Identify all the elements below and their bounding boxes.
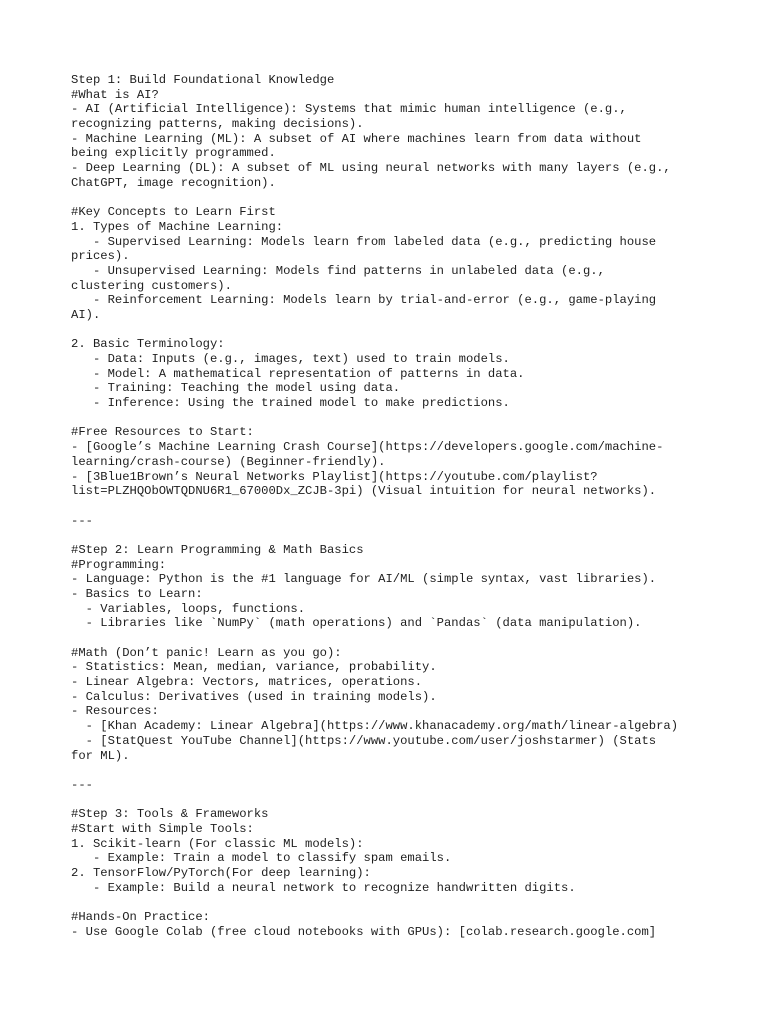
text-line: ChatGPT, image recognition). [71, 175, 276, 190]
blank-line [71, 499, 711, 514]
text-line: #Programming: [71, 557, 167, 572]
text-line: - Variables, loops, functions. [71, 601, 306, 616]
text-line: Step 1: Build Foundational Knowledge [71, 73, 335, 87]
text-line: - [StatQuest YouTube Channel](https://www.youtube.com/user/joshstarmer) (Stats [71, 733, 657, 748]
blank-line [71, 895, 711, 910]
text-line: - Model: A mathematical representation of patterns in data. [71, 366, 525, 381]
blank-line [71, 763, 711, 778]
text-line: - Data: Inputs (e.g., images, text) used to train models. [71, 352, 510, 367]
blank-line [71, 631, 711, 646]
text-line: clustering customers). [71, 278, 232, 293]
text-line: - Statistics: Mean, median, variance, probability. [71, 660, 437, 675]
text-line: - AI (Artificial Intelligence): Systems that mimic human intelligence (e.g., [71, 102, 627, 117]
blank-line [71, 191, 711, 206]
text-line: #Start with Simple Tools: [71, 821, 254, 836]
text-line: - Machine Learning (ML): A subset of AI where machines learn from data without [71, 131, 642, 146]
text-line: - Libraries like `NumPy` (math operations) and `Pandas` (data manipulation). [71, 616, 642, 631]
text-line: - Unsupervised Learning: Models find patterns in unlabeled data (e.g., [71, 263, 605, 278]
text-line: - Supervised Learning: Models learn from labeled data (e.g., predicting house [71, 234, 657, 249]
text-line: #What is AI? [71, 87, 159, 102]
text-line: for ML). [71, 748, 130, 763]
text-line: - Linear Algebra: Vectors, matrices, operations. [71, 675, 423, 690]
text-line: 2. Basic Terminology: [71, 337, 225, 352]
text-line: - Reinforcement Learning: Models learn by trial-and-error (e.g., game-playing [71, 293, 657, 308]
text-line: - [Khan Academy: Linear Algebra](https://www.khanacademy.org/math/linear-algebra) [71, 719, 679, 734]
text-line: AI). [71, 307, 101, 322]
text-line: #Key Concepts to Learn First [71, 205, 276, 220]
text-line: - [Google’s Machine Learning Crash Course](https://developers.google.com/machine- [71, 440, 664, 455]
text-line: - Example: Train a model to classify spam emails. [71, 851, 452, 866]
text-line: prices). [71, 249, 130, 264]
text-line: 2. TensorFlow/PyTorch(For deep learning): [71, 866, 371, 880]
text-line: - Resources: [71, 704, 159, 719]
text-line: being explicitly programmed. [71, 146, 276, 161]
text-line: #Step 2: Learn Programming & Math Basics [71, 542, 364, 557]
text-line: 1. Scikit-learn (For classic ML models): [71, 836, 364, 851]
text-line: #Hands-On Practice: [71, 910, 210, 925]
document-text [71, 73, 711, 939]
text-line: - Language: Python is the #1 language for AI/ML (simple syntax, vast libraries). [71, 572, 657, 587]
text-line: - Inference: Using the trained model to make predictions. [71, 396, 510, 411]
blank-line [71, 411, 711, 426]
text-line: - Deep Learning (DL): A subset of ML using neural networks with many layers (e.g., [71, 161, 671, 176]
text-line: #Math (Don’t panic! Learn as you go): [71, 645, 342, 660]
text-line: --- [71, 513, 93, 528]
text-line: - [3Blue1Brown’s Neural Networks Playlist](https://youtube.com/playlist? [71, 469, 598, 484]
text-line: - Training: Teaching the model using data. [71, 381, 401, 396]
blank-line [71, 793, 711, 808]
text-line: learning/crash-course) (Beginner-friendly). [71, 454, 386, 469]
text-line: - Example: Build a neural network to recognize handwritten digits. [71, 880, 576, 895]
blank-line [71, 323, 711, 338]
text-line: #Free Resources to Start: [71, 425, 254, 440]
blank-line [71, 528, 711, 543]
text-line: --- [71, 777, 93, 792]
text-line: #Step 3: Tools & Frameworks [71, 807, 269, 822]
text-line: - Basics to Learn: [71, 586, 203, 601]
text-line: recognizing patterns, making decisions). [71, 117, 364, 132]
text-line: list=PLZHQObOWTQDNU6R1_67000Dx_ZCJB-3pi) (Visual intuition for neural networks). [71, 484, 657, 499]
text-line: - Use Google Colab (free cloud notebooks with GPUs): [colab.research.google.com] [71, 924, 657, 939]
text-line: - Calculus: Derivatives (used in training models). [71, 689, 437, 704]
text-line: 1. Types of Machine Learning: [71, 219, 284, 234]
